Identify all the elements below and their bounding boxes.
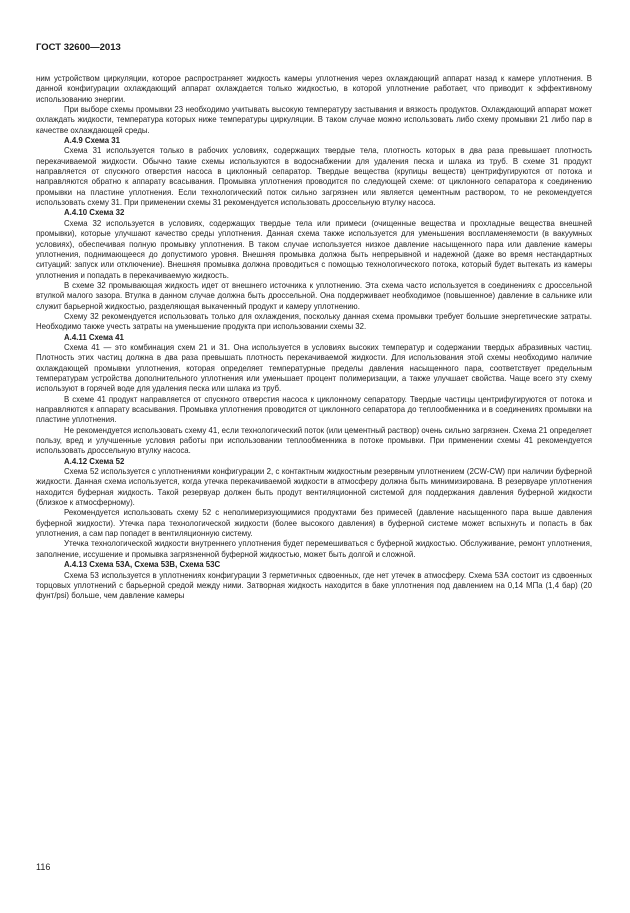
paragraph: Рекомендуется использовать схему 52 с неполимеризующимися продуктами без примесей (давление насыщенного пара выше давления буферной жидкости). Утечка пара технологической жидкости (более высокого давления) в буферной системе может вспыхнуть и попасть в бак уплотнения, а сам пар попадет в вентиляционную систему. bbox=[36, 508, 592, 539]
paragraph: В схеме 32 промывающая жидкость идет от внешнего источника к уплотнению. Эта схема часто используется в соединениях с дроссельной втулкой малого зазора. Втулка в данном случае должна быть дроссельной. Она поддерживает необходимое (повышенное) давление в сальнике или служит барьерной жидкостью, разделяющая выкаченный продукт и камеру уплотнению. bbox=[36, 280, 592, 311]
paragraph: Схема 52 используется с уплотнениями конфигурации 2, с контактным жидкостным резервным уплотнением (2CW-CW) при наличии буферной жидкости. Данная схема используется, когда утечка перекачиваемой жидкости в атмосферу должна быть минимизирована. В резервуаре уплотнения находится буферная жидкость. Такой резервуар должен быть продут вентиляционной системой для поддержания давления буферной жидкости (близкое к атмосферному). bbox=[36, 467, 592, 508]
paragraph: Схема 31 используется только в рабочих условиях, содержащих твердые тела, плотность которых в два раза превышает плотность перекачиваемой жидкости. Обычно такие схемы используются в водоснабжении для удаления песка и шлака из труб. В схеме 31 продукт направляется от спускного отверстия насоса в циклонный сепаратор. Твердые вещества (крупицы веществ) центрифугируются от потока и направляются обратно к аппарату всасывания. Промывка уплотнения проводится по следующей схеме: от циклонного сепаратора к соединению промывки на пластине уплотнения. Если технологический поток сильно загрязнен или является цементным раствором, то не рекомендуется использовать схему 31. При применении схемы 31 рекомендуется использовать дроссельную втулку насоса. bbox=[36, 146, 592, 208]
section-heading: А.4.10 Схема 32 bbox=[64, 208, 125, 218]
paragraph: Утечка технологической жидкости внутреннего уплотнения будет перемешиваться с буферной жидкостью. Обслуживание, ремонт уплотнения, заполнение, иссушение и промывка загрязненной буферной жидкостью, может быть долгой и сложной. bbox=[36, 539, 592, 559]
paragraph: Схема 53 используется в уплотнениях конфигурации 3 герметичных сдвоенных, где нет утечек в атмосферу. Схема 53А состоит из сдвоенных торцовых уплотнений с барьерной средой между ними. Затворная жидкость находится в баке уплотнения под давлением на 0,14 МПа (1,4 бар) (20 фунт/psi) больше, чем давление камеры bbox=[36, 570, 592, 601]
document-body bbox=[36, 74, 592, 602]
paragraph: Схема 32 используется в условиях, содержащих твердые тела или примеси (очищенные вещества и прохладные вещества внешней промывки), которые улучшают качество среды уплотнения. Данная схема также используется для уменьшения воспламеняемости (в вакуумных условиях), обеспечивая полную промывку уплотнения. В таком случае используется низкое давление насыщенного пара или давление камеры уплотнения, поднимающееся до допустимого уровня. Внешняя промывка должна быть непрерывной и надежной (даже во время нестандартных ситуаций: запуск или отключение). Внешняя промывка должна проводиться с помощью технологического потока, который будет вытекать из камеры уплотнения и попадать в перекачиваемую жидкость. bbox=[36, 218, 592, 280]
page-number: 116 bbox=[36, 862, 51, 872]
document-header: ГОСТ 32600—2013 bbox=[36, 42, 121, 53]
section-heading: А.4.12 Схема 52 bbox=[64, 456, 125, 466]
section-heading: А.4.11 Схема 41 bbox=[64, 332, 124, 342]
section-heading: А.4.9 Схема 31 bbox=[64, 136, 120, 146]
paragraph: При выборе схемы промывки 23 необходимо учитывать высокую температуру застывания и вязкость продуктов. Охлаждающий аппарат может охлаждать жидкости, температура которых ниже температуры циркуляции. В таком случае можно использовать либо схему промывки 21 либо пар в качестве охлаждающей среды. bbox=[36, 105, 592, 135]
section-heading: А.4.13 Схема 53А, Схема 53В, Схема 53С bbox=[64, 560, 221, 570]
paragraph: В схеме 41 продукт направляется от спускного отверстия насоса к циклонному сепаратору. Твердые частицы центрифугируются от потока и направляются к аппарату всасывания. Промывка уплотнения проводится от циклонного сепаратора до теплообменника и в соединениях промывки на пластине уплотнения. bbox=[36, 394, 592, 425]
paragraph: Не рекомендуется использовать схему 41, если технологический поток (или цементный раствор) очень сильно загрязнен. Схема 21 определяет пользу, вред и улучшенные условия работы при использовании теплообменника в потоке промывки. При применении схемы 41 рекомендуется использовать дроссельную втулку насоса. bbox=[36, 425, 592, 456]
paragraph: Схема 41 — это комбинация схем 21 и 31. Она используется в условиях высоких температур и содержании твердых абразивных частиц. Плотность этих частиц должна в два раза превышать плотность перекачиваемой жидкости. Для использования этой схемы необходимо наличие охлаждающей промывки уплотнения, которая определяет температурные пределы давления насыщенного пара, соответствует предельным температурам устройства дополнительного уплотнения или уменьшает процент полимеризации, а также улучшает свойства. Чаще всего эту схему используют в горячей воде для удаления песка или шлака из труб. bbox=[36, 342, 592, 394]
paragraph: Схему 32 рекомендуется использовать только для охлаждения, поскольку данная схема промывки требует большие энергетические затраты. Необходимо также учесть затраты на уменьшение продукта при использовании схемы 32. bbox=[36, 311, 592, 332]
paragraph: ним устройством циркуляции, которое распространяет жидкость камеры уплотнения через охлаждающий аппарат назад к камере уплотнения. В данной конфигурации охлаждающий аппарат охлаждается только жидкостью, в которой уплотнение работает, что приводит к эффективному использованию энергии. bbox=[36, 74, 592, 104]
